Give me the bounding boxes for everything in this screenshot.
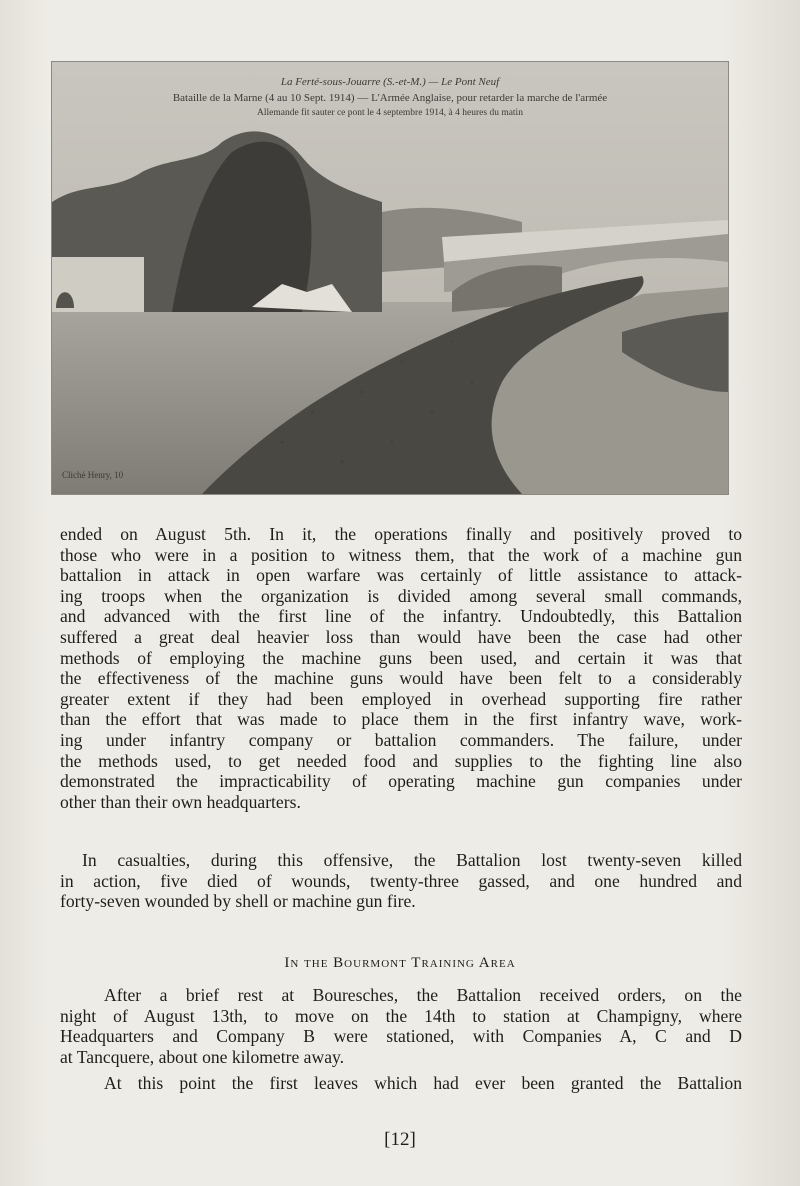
paragraph-1-line: demonstrated the impracticability of operating machine gun companies under [60,771,742,792]
paragraph-1-line: and advanced with the first line of the infantry. Undoubtedly, this Battalion [60,606,742,627]
paragraph-3-line: night of August 13th, to move on the 14th to station at Champigny, where [60,1005,742,1026]
paragraph-1-line: the methods used, to get needed food and supplies to the fighting line also [60,750,742,771]
paragraph-3-line: at Tancquere, about one kilometre away. [60,1046,345,1067]
photo-caption-line-1: La Ferté-sous-Jouarre (S.-et-M.) — Le Pont Neuf [280,76,500,88]
paragraph-4-line: At this point the first leaves which had ever been granted the Battalion [104,1073,742,1093]
paragraph-1-line: methods of employing the machine guns been used, and certain it was that [60,647,742,668]
photo-credit: Cliché Henry, 10 [62,470,124,480]
paragraph-4 [60,1073,742,1094]
page-number: [12] [384,1129,416,1150]
paragraph-3-line: After a brief rest at Bouresches, the Battalion received orders, on the [104,985,742,1005]
paragraph-1-line: those who were in a position to witness them, that the work of a machine gun [60,544,742,565]
paragraph-1-line: ing troops when the organization is divided among several small commands, [60,585,742,606]
paragraph-2 [60,850,742,912]
paragraph-1-line: other than their own headquarters. [60,791,301,812]
photo-caption-line-2: Bataille de la Marne (4 au 10 Sept. 1914) — L'Armée Anglaise, pour retarder la marche de l'armée [172,92,608,104]
paragraph-1 [60,524,742,812]
paragraph-2-line: in action, five died of wounds, twenty-three gassed, and one hundred and [60,870,742,891]
paragraph-2-line: In casualties, during this offensive, the Battalion lost twenty-seven killed [82,850,742,870]
bridge-photo-image [52,62,728,494]
photograph [52,62,728,494]
paragraph-3-line: Headquarters and Company B were stationed, with Companies A, C and D [60,1026,742,1047]
paragraph-1-line: suffered a great deal heavier loss than would have been the case had other [60,626,742,647]
paragraph-1-line: ing under infantry company or battalion commanders. The failure, under [60,729,742,750]
paragraph-2-line: forty-seven wounded by shell or machine gun fire. [60,891,416,912]
paragraph-1-line: ended on August 5th. In it, the operations finally and positively proved to [60,524,742,544]
paragraph-1-line: battalion in attack in open warfare was certainly of little assistance to attack- [60,565,742,586]
paragraph-3 [60,985,742,1067]
paragraph-1-line: than the effort that was made to place them in the first infantry wave, work- [60,709,742,730]
paragraph-1-line: the effectiveness of the machine guns would have been felt to a considerably [60,668,742,689]
paragraph-1-line: greater extent if they had been employed in overhead supporting fire rather [60,688,742,709]
section-heading: In the Bourmont Training Area [284,955,516,971]
photo-caption-line-3: Allemande fit sauter ce pont le 4 septembre 1914, à 4 heures du matin [257,108,523,118]
